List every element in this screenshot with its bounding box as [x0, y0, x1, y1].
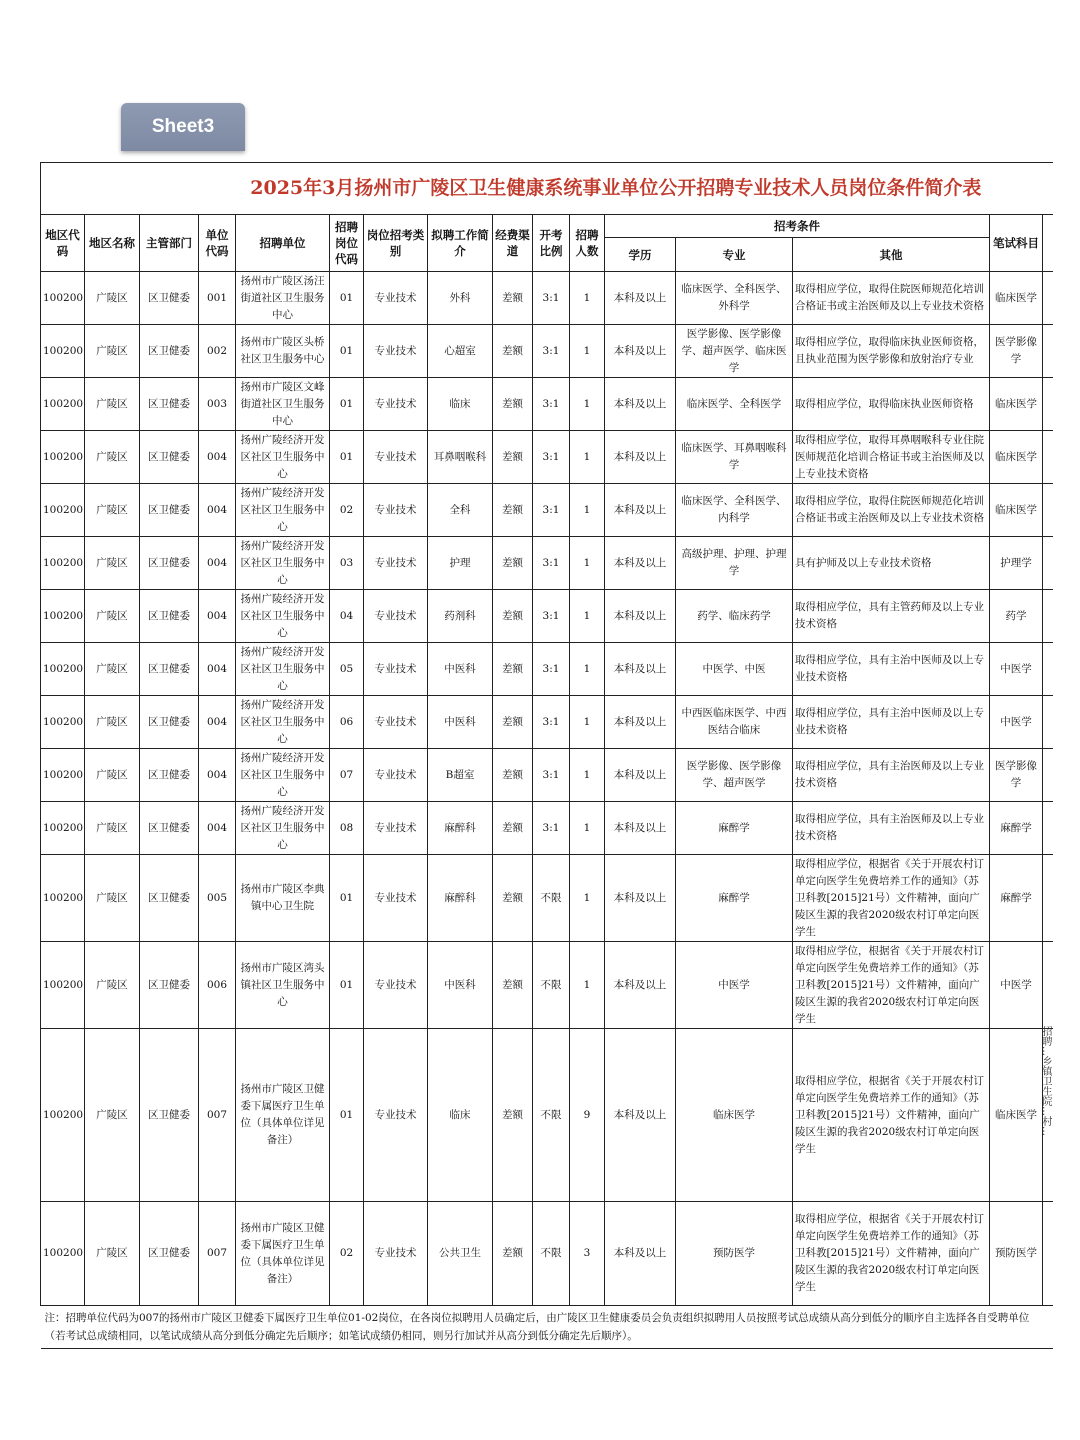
cell-ratio: 3:1 [533, 272, 570, 325]
cell-region-code: 100200 [41, 378, 85, 431]
cell-region-name: 广陵区 [85, 1029, 140, 1202]
cell-edu: 本科及以上 [605, 484, 676, 537]
header-count: 招聘人数 [570, 215, 605, 272]
cell-unit-code: 007 [199, 1202, 236, 1306]
cell-dept: 区卫健委 [140, 1202, 199, 1306]
cell-unit-code: 004 [199, 802, 236, 855]
cell-funding: 差额 [493, 855, 533, 942]
cell-intro: 麻醉科 [428, 855, 493, 942]
cell-post-type: 专业技术 [364, 431, 428, 484]
cell-post-code: 07 [330, 749, 364, 802]
cell-unit-code: 003 [199, 378, 236, 431]
cell-funding: 差额 [493, 272, 533, 325]
table-row [41, 942, 1053, 1029]
cell-major: 中医学、中医 [676, 643, 793, 696]
header-funding: 经费渠道 [493, 215, 533, 272]
cell-ratio: 3:1 [533, 590, 570, 643]
cell-region-code: 100200 [41, 696, 85, 749]
cell-post-code: 04 [330, 590, 364, 643]
cell-edu: 本科及以上 [605, 942, 676, 1029]
cell-ratio: 3:1 [533, 696, 570, 749]
cell-region-name: 广陵区 [85, 855, 140, 942]
cell-region-code: 100200 [41, 431, 85, 484]
cell-region-code: 100200 [41, 325, 85, 378]
cell-dept: 区卫健委 [140, 484, 199, 537]
cell-unit: 扬州广陵经济开发区社区卫生服务中心 [236, 431, 330, 484]
cell-overflow [1043, 749, 1053, 802]
cell-intro: 药剂科 [428, 590, 493, 643]
cell-count: 1 [570, 590, 605, 643]
cell-major: 临床医学、全科医学 [676, 378, 793, 431]
cell-region-name: 广陵区 [85, 749, 140, 802]
cell-unit: 扬州广陵经济开发区社区卫生服务中心 [236, 643, 330, 696]
cell-region-code: 100200 [41, 802, 85, 855]
cell-other: 具有护师及以上专业技术资格 [793, 537, 990, 590]
cell-post-type: 专业技术 [364, 855, 428, 942]
cell-region-name: 广陵区 [85, 325, 140, 378]
cell-unit: 扬州市广陵区卫健委下属医疗卫生单位（具体单位详见备注） [236, 1029, 330, 1202]
cell-count: 9 [570, 1029, 605, 1202]
cell-region-code: 100200 [41, 484, 85, 537]
cell-region-name: 广陵区 [85, 802, 140, 855]
cell-dept: 区卫健委 [140, 749, 199, 802]
cell-exam: 临床医学 [990, 272, 1043, 325]
table-row [41, 272, 1053, 325]
cell-unit: 扬州广陵经济开发区社区卫生服务中心 [236, 749, 330, 802]
cell-edu: 本科及以上 [605, 378, 676, 431]
cell-region-code: 100200 [41, 855, 85, 942]
cell-post-code: 06 [330, 696, 364, 749]
cell-post-code: 01 [330, 272, 364, 325]
cell-major: 药学、临床药学 [676, 590, 793, 643]
table-row [41, 431, 1053, 484]
cell-funding: 差额 [493, 325, 533, 378]
cell-intro: 护理 [428, 537, 493, 590]
cell-count: 1 [570, 484, 605, 537]
cell-region-code: 100200 [41, 590, 85, 643]
cell-region-code: 100200 [41, 272, 85, 325]
cell-ratio: 3:1 [533, 431, 570, 484]
cell-intro: 麻醉科 [428, 802, 493, 855]
table-row [41, 696, 1053, 749]
cell-exam: 临床医学 [990, 484, 1043, 537]
cell-exam: 中医学 [990, 696, 1043, 749]
cell-unit: 扬州广陵经济开发区社区卫生服务中心 [236, 696, 330, 749]
cell-other: 取得相应学位，根据省《关于开展农村订单定向医学生免费培养工作的通知》（苏卫科教[2015]21号）文件精神，面向广陵区生源的我省2020级农村订单定向医学生 [793, 942, 990, 1029]
cell-unit: 扬州市广陵区头桥社区卫生服务中心 [236, 325, 330, 378]
cell-other: 取得相应学位，具有主治医师及以上专业技术资格 [793, 802, 990, 855]
cell-unit-code: 007 [199, 1029, 236, 1202]
cell-edu: 本科及以上 [605, 643, 676, 696]
header-unit: 招聘单位 [236, 215, 330, 272]
cell-other: 取得相应学位，根据省《关于开展农村订单定向医学生免费培养工作的通知》（苏卫科教[2015]21号）文件精神，面向广陵区生源的我省2020级农村订单定向医学生 [793, 1202, 990, 1306]
cell-overflow [1043, 696, 1053, 749]
cell-overflow [1043, 325, 1053, 378]
cell-exam: 中医学 [990, 942, 1043, 1029]
header-major: 专业 [676, 238, 793, 272]
cell-intro: 临床 [428, 378, 493, 431]
cell-unit-code: 006 [199, 942, 236, 1029]
cell-count: 1 [570, 855, 605, 942]
cell-overflow [1043, 272, 1053, 325]
cell-exam: 中医学 [990, 643, 1043, 696]
cell-post-code: 02 [330, 484, 364, 537]
cell-dept: 区卫健委 [140, 802, 199, 855]
cell-funding: 差额 [493, 802, 533, 855]
cell-region-code: 100200 [41, 643, 85, 696]
cell-region-name: 广陵区 [85, 537, 140, 590]
recruitment-table [40, 162, 1053, 1349]
cell-major: 中医学 [676, 942, 793, 1029]
cell-ratio: 不限 [533, 1202, 570, 1306]
cell-region-name: 广陵区 [85, 643, 140, 696]
cell-edu: 本科及以上 [605, 696, 676, 749]
cell-intro: 中医科 [428, 643, 493, 696]
cell-overflow [1043, 537, 1053, 590]
cell-ratio: 3:1 [533, 749, 570, 802]
cell-ratio: 3:1 [533, 325, 570, 378]
cell-funding: 差额 [493, 431, 533, 484]
cell-overflow [1043, 590, 1053, 643]
cell-unit-code: 004 [199, 537, 236, 590]
cell-post-code: 01 [330, 378, 364, 431]
cell-dept: 区卫健委 [140, 942, 199, 1029]
cell-overflow [1043, 431, 1053, 484]
cell-major: 临床医学、全科医学、内科学 [676, 484, 793, 537]
cell-post-code: 02 [330, 1202, 364, 1306]
cell-unit: 扬州广陵经济开发区社区卫生服务中心 [236, 484, 330, 537]
cell-funding: 差额 [493, 484, 533, 537]
cell-count: 1 [570, 942, 605, 1029]
cell-post-type: 专业技术 [364, 1029, 428, 1202]
header-dept: 主管部门 [140, 215, 199, 272]
cell-overflow [1043, 1202, 1053, 1306]
cell-count: 1 [570, 696, 605, 749]
cell-post-code: 01 [330, 325, 364, 378]
cell-edu: 本科及以上 [605, 431, 676, 484]
cell-funding: 差额 [493, 537, 533, 590]
cell-exam: 医学影像学 [990, 749, 1043, 802]
cell-count: 3 [570, 1202, 605, 1306]
cell-overflow [1043, 942, 1053, 1029]
cell-funding: 差额 [493, 378, 533, 431]
cell-count: 1 [570, 325, 605, 378]
cell-funding: 差额 [493, 643, 533, 696]
cell-post-code: 05 [330, 643, 364, 696]
header-ratio: 开考比例 [533, 215, 570, 272]
cell-dept: 区卫健委 [140, 431, 199, 484]
cell-dept: 区卫健委 [140, 696, 199, 749]
cell-region-name: 广陵区 [85, 272, 140, 325]
cell-region-name: 广陵区 [85, 942, 140, 1029]
cell-major: 临床医学、耳鼻咽喉科学 [676, 431, 793, 484]
cell-region-code: 100200 [41, 1202, 85, 1306]
cell-funding: 差额 [493, 696, 533, 749]
table-body [41, 272, 1053, 1306]
cell-unit-code: 004 [199, 431, 236, 484]
cell-exam: 临床医学 [990, 431, 1043, 484]
cell-edu: 本科及以上 [605, 855, 676, 942]
cell-other: 取得相应学位，取得耳鼻咽喉科专业住院医师规范化培训合格证书或主治医师及以上专业技术资格 [793, 431, 990, 484]
cell-region-name: 广陵区 [85, 1202, 140, 1306]
cell-unit: 扬州市广陵区湾头镇社区卫生服务中心 [236, 942, 330, 1029]
cell-post-code: 01 [330, 942, 364, 1029]
cell-post-code: 01 [330, 855, 364, 942]
spreadsheet-frame [40, 162, 1080, 1349]
cell-unit: 扬州广陵经济开发区社区卫生服务中心 [236, 802, 330, 855]
cell-count: 1 [570, 802, 605, 855]
cell-major: 麻醉学 [676, 802, 793, 855]
cell-post-type: 专业技术 [364, 590, 428, 643]
cell-other: 取得相应学位，取得临床执业医师资格，且执业范围为医学影像和放射治疗专业 [793, 325, 990, 378]
cell-edu: 本科及以上 [605, 325, 676, 378]
cell-funding: 差额 [493, 749, 533, 802]
cell-edu: 本科及以上 [605, 1202, 676, 1306]
cell-region-name: 广陵区 [85, 590, 140, 643]
cell-overflow [1043, 802, 1053, 855]
cell-ratio: 3:1 [533, 378, 570, 431]
cell-post-type: 专业技术 [364, 272, 428, 325]
cell-overflow [1043, 855, 1053, 942]
cell-edu: 本科及以上 [605, 802, 676, 855]
cell-edu: 本科及以上 [605, 749, 676, 802]
cell-exam: 临床医学 [990, 378, 1043, 431]
cell-unit: 扬州广陵经济开发区社区卫生服务中心 [236, 590, 330, 643]
cell-other: 取得相应学位，具有主治中医师及以上专业技术资格 [793, 696, 990, 749]
table-row [41, 802, 1053, 855]
cell-count: 1 [570, 431, 605, 484]
cell-post-type: 专业技术 [364, 378, 428, 431]
cell-post-type: 专业技术 [364, 942, 428, 1029]
cell-other: 取得相应学位，具有主管药师及以上专业技术资格 [793, 590, 990, 643]
table-row [41, 537, 1053, 590]
cell-intro: 心超室 [428, 325, 493, 378]
cell-major: 医学影像、医学影像学、超声医学 [676, 749, 793, 802]
cell-exam: 临床医学 [990, 1029, 1043, 1202]
cell-major: 临床医学、全科医学、外科学 [676, 272, 793, 325]
cell-major: 高级护理、护理、护理学 [676, 537, 793, 590]
cell-count: 1 [570, 378, 605, 431]
cell-region-name: 广陵区 [85, 431, 140, 484]
cell-major: 医学影像、医学影像学、超声医学、临床医学 [676, 325, 793, 378]
clipped-column-text: 招聘…乡镇卫生院…村… [1040, 1026, 1051, 1136]
table-row [41, 643, 1053, 696]
cell-unit: 扬州市广陵区卫健委下属医疗卫生单位（具体单位详见备注） [236, 1202, 330, 1306]
cell-unit: 扬州市广陵区汤汪街道社区卫生服务中心 [236, 272, 330, 325]
cell-ratio: 不限 [533, 942, 570, 1029]
cell-edu: 本科及以上 [605, 590, 676, 643]
cell-ratio: 3:1 [533, 537, 570, 590]
cell-dept: 区卫健委 [140, 1029, 199, 1202]
cell-post-code: 01 [330, 431, 364, 484]
cell-major: 麻醉学 [676, 855, 793, 942]
cell-region-code: 100200 [41, 749, 85, 802]
cell-unit-code: 005 [199, 855, 236, 942]
cell-major: 预防医学 [676, 1202, 793, 1306]
cell-post-code: 08 [330, 802, 364, 855]
cell-other: 取得相应学位，取得住院医师规范化培训合格证书或主治医师及以上专业技术资格 [793, 484, 990, 537]
cell-intro: 中医科 [428, 942, 493, 1029]
cell-post-code: 01 [330, 1029, 364, 1202]
cell-post-type: 专业技术 [364, 802, 428, 855]
cell-dept: 区卫健委 [140, 855, 199, 942]
cell-count: 1 [570, 272, 605, 325]
table-row [41, 1202, 1053, 1306]
header-row-1 [41, 215, 1053, 238]
cell-other: 取得相应学位，根据省《关于开展农村订单定向医学生免费培养工作的通知》（苏卫科教[2015]21号）文件精神，面向广陵区生源的我省2020级农村订单定向医学生 [793, 855, 990, 942]
cell-region-name: 广陵区 [85, 484, 140, 537]
cell-intro: 全科 [428, 484, 493, 537]
cell-overflow [1043, 378, 1053, 431]
cell-other: 取得相应学位，取得临床执业医师资格 [793, 378, 990, 431]
cell-funding: 差额 [493, 1202, 533, 1306]
cell-dept: 区卫健委 [140, 590, 199, 643]
cell-unit-code: 004 [199, 590, 236, 643]
cell-edu: 本科及以上 [605, 1029, 676, 1202]
table-row [41, 855, 1053, 942]
cell-intro: 耳鼻咽喉科 [428, 431, 493, 484]
header-intro: 拟聘工作简介 [428, 215, 493, 272]
cell-exam: 预防医学 [990, 1202, 1043, 1306]
header-conditions: 招考条件 [605, 215, 990, 238]
cell-region-name: 广陵区 [85, 696, 140, 749]
cell-unit: 扬州广陵经济开发区社区卫生服务中心 [236, 537, 330, 590]
cell-exam: 药学 [990, 590, 1043, 643]
cell-post-type: 专业技术 [364, 537, 428, 590]
cell-region-code: 100200 [41, 942, 85, 1029]
cell-ratio: 3:1 [533, 802, 570, 855]
cell-region-name: 广陵区 [85, 378, 140, 431]
cell-dept: 区卫健委 [140, 325, 199, 378]
header-edu: 学历 [605, 238, 676, 272]
cell-overflow [1043, 484, 1053, 537]
cell-unit-code: 004 [199, 749, 236, 802]
cell-funding: 差额 [493, 590, 533, 643]
cell-exam: 护理学 [990, 537, 1043, 590]
cell-post-type: 专业技术 [364, 749, 428, 802]
header-region-code: 地区代码 [41, 215, 85, 272]
cell-edu: 本科及以上 [605, 537, 676, 590]
cell-dept: 区卫健委 [140, 537, 199, 590]
cell-overflow [1043, 643, 1053, 696]
note-text: 注：招聘单位代码为007的扬州市广陵区卫健委下属医疗卫生单位01-02岗位，在各岗位拟聘用人员确定后，由广陵区卫生健康委员会负责组织拟聘用人员按照考试总成绩从高分到低分的顺序自主选择各自受聘单位（若考试总成绩相同，以笔试成绩从高分到低分确定先后顺序；如笔试成绩仍相同，则另行加试并从高分到低分确定先后顺序）。 [41, 1306, 1053, 1349]
cell-dept: 区卫健委 [140, 643, 199, 696]
cell-ratio: 3:1 [533, 484, 570, 537]
table-row [41, 378, 1053, 431]
cell-exam: 医学影像学 [990, 325, 1043, 378]
cell-unit-code: 004 [199, 643, 236, 696]
cell-post-type: 专业技术 [364, 484, 428, 537]
sheet-tab[interactable]: Sheet3 [121, 103, 245, 151]
header-other: 其他 [793, 238, 990, 272]
cell-other: 取得相应学位，根据省《关于开展农村订单定向医学生免费培养工作的通知》（苏卫科教[2015]21号）文件精神，面向广陵区生源的我省2020级农村订单定向医学生 [793, 1029, 990, 1202]
note-row [41, 1306, 1053, 1349]
cell-count: 1 [570, 643, 605, 696]
header-exam: 笔试科目 [990, 215, 1043, 272]
cell-funding: 差额 [493, 942, 533, 1029]
cell-major: 中西医临床医学、中西医结合临床 [676, 696, 793, 749]
cell-other: 取得相应学位，具有主治医师及以上专业技术资格 [793, 749, 990, 802]
table-row [41, 325, 1053, 378]
header-post-type: 岗位招考类别 [364, 215, 428, 272]
table-row [41, 749, 1053, 802]
cell-unit-code: 004 [199, 696, 236, 749]
cell-region-code: 100200 [41, 537, 85, 590]
cell-intro: B超室 [428, 749, 493, 802]
cell-post-type: 专业技术 [364, 325, 428, 378]
cell-exam: 麻醉学 [990, 855, 1043, 942]
cell-unit-code: 001 [199, 272, 236, 325]
cell-funding: 差额 [493, 1029, 533, 1202]
cell-count: 1 [570, 537, 605, 590]
table-row [41, 590, 1053, 643]
cell-intro: 中医科 [428, 696, 493, 749]
header-region-name: 地区名称 [85, 215, 140, 272]
title-row [41, 163, 1053, 215]
cell-unit: 扬州市广陵区文峰街道社区卫生服务中心 [236, 378, 330, 431]
cell-unit-code: 004 [199, 484, 236, 537]
cell-edu: 本科及以上 [605, 272, 676, 325]
cell-major: 临床医学 [676, 1029, 793, 1202]
cell-region-code: 100200 [41, 1029, 85, 1202]
cell-other: 取得相应学位，取得住院医师规范化培训合格证书或主治医师及以上专业技术资格 [793, 272, 990, 325]
cell-post-type: 专业技术 [364, 1202, 428, 1306]
cell-exam: 麻醉学 [990, 802, 1043, 855]
cell-unit: 扬州市广陵区李典镇中心卫生院 [236, 855, 330, 942]
cell-count: 1 [570, 749, 605, 802]
header-post-code: 招聘岗位代码 [330, 215, 364, 272]
cell-dept: 区卫健委 [140, 272, 199, 325]
header-unit-code: 单位代码 [199, 215, 236, 272]
table-row [41, 484, 1053, 537]
cell-unit-code: 002 [199, 325, 236, 378]
cell-ratio: 3:1 [533, 643, 570, 696]
cell-intro: 公共卫生 [428, 1202, 493, 1306]
cell-other: 取得相应学位，具有主治中医师及以上专业技术资格 [793, 643, 990, 696]
cell-dept: 区卫健委 [140, 378, 199, 431]
table-title: 2025年3月扬州市广陵区卫生健康系统事业单位公开招聘专业技术人员岗位条件简介表 [41, 163, 1053, 215]
cell-ratio: 不限 [533, 1029, 570, 1202]
cell-ratio: 不限 [533, 855, 570, 942]
cell-intro: 外科 [428, 272, 493, 325]
cell-intro: 临床 [428, 1029, 493, 1202]
cell-post-type: 专业技术 [364, 696, 428, 749]
cell-post-code: 03 [330, 537, 364, 590]
cell-post-type: 专业技术 [364, 643, 428, 696]
table-row [41, 1029, 1053, 1202]
header-overflow [1043, 215, 1053, 272]
